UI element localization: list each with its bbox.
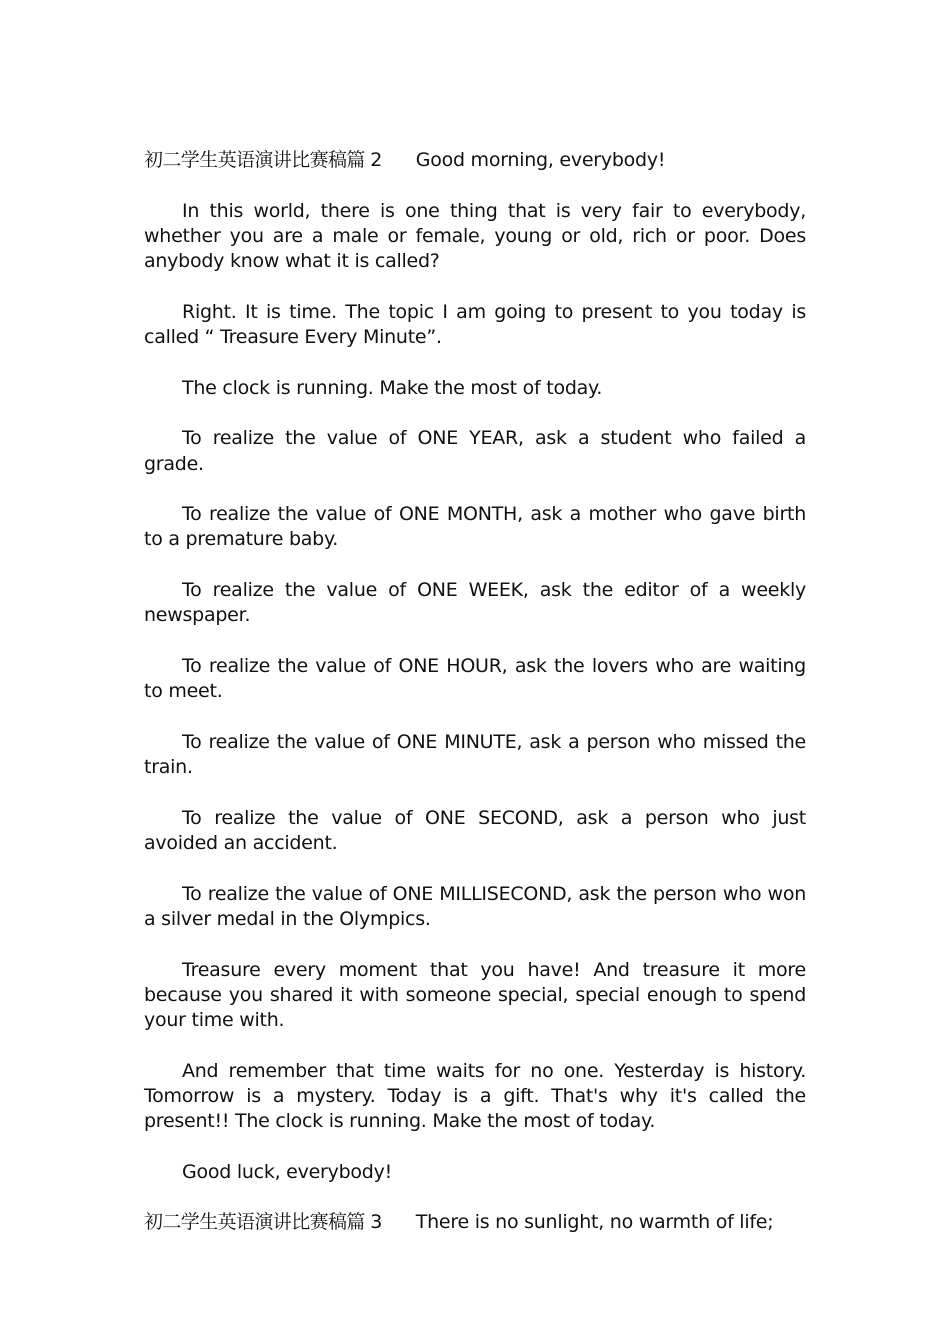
paragraph: To realize the value of ONE MILLISECOND, ask the person who won a silver medal in the Olympics. xyxy=(144,882,806,930)
paragraph: Good luck, everybody! xyxy=(182,1160,392,1183)
paragraph: To realize the value of ONE HOUR, ask the lovers who are waiting to meet. xyxy=(144,654,806,703)
paragraph: To realize the value of ONE MINUTE, ask a person who missed the train. xyxy=(144,730,806,779)
document-body xyxy=(144,148,806,1261)
greeting: Good morning, everybody! xyxy=(415,149,666,171)
paragraph: In this world, there is one thing that is very fair to everybody, whether you are a male or female, young or old, rich or poor. Does anybody know what it is called? xyxy=(144,199,806,273)
section-2-heading xyxy=(144,148,806,173)
paragraph: To realize the value of ONE WEEK, ask the editor of a weekly newspaper. xyxy=(144,579,806,627)
paragraph: Treasure every moment that you have! And treasure it more because you shared it with someone special, special enough to spend your time with. xyxy=(144,958,806,1032)
section-3-heading xyxy=(144,1210,806,1235)
paragraph: To realize the value of ONE SECOND, ask a person who just avoided an accident. xyxy=(144,806,806,855)
paragraph: Right. It is time. The topic I am going to present to you today is called “ Treasure Every Minute”. xyxy=(144,300,806,349)
section-3-first-line: There is no sunlight, no warmth of life; xyxy=(415,1211,774,1234)
paragraph: The clock is running. Make the most of today. xyxy=(182,376,603,399)
paragraph: And remember that time waits for no one. Yesterday is history. Tomorrow is a mystery. Today is a gift. That's why it's called the present!! The clock is running. Make the most of today. xyxy=(144,1059,806,1133)
paragraph: To realize the value of ONE YEAR, ask a student who failed a grade. xyxy=(144,427,806,475)
section-2-title-cn: 初二学生英语演讲比赛稿篇 2 xyxy=(144,149,382,171)
section-3-title-cn: 初二学生英语演讲比赛稿篇 3 xyxy=(144,1211,382,1234)
paragraph: To realize the value of ONE MONTH, ask a mother who gave birth to a premature baby. xyxy=(144,503,806,551)
